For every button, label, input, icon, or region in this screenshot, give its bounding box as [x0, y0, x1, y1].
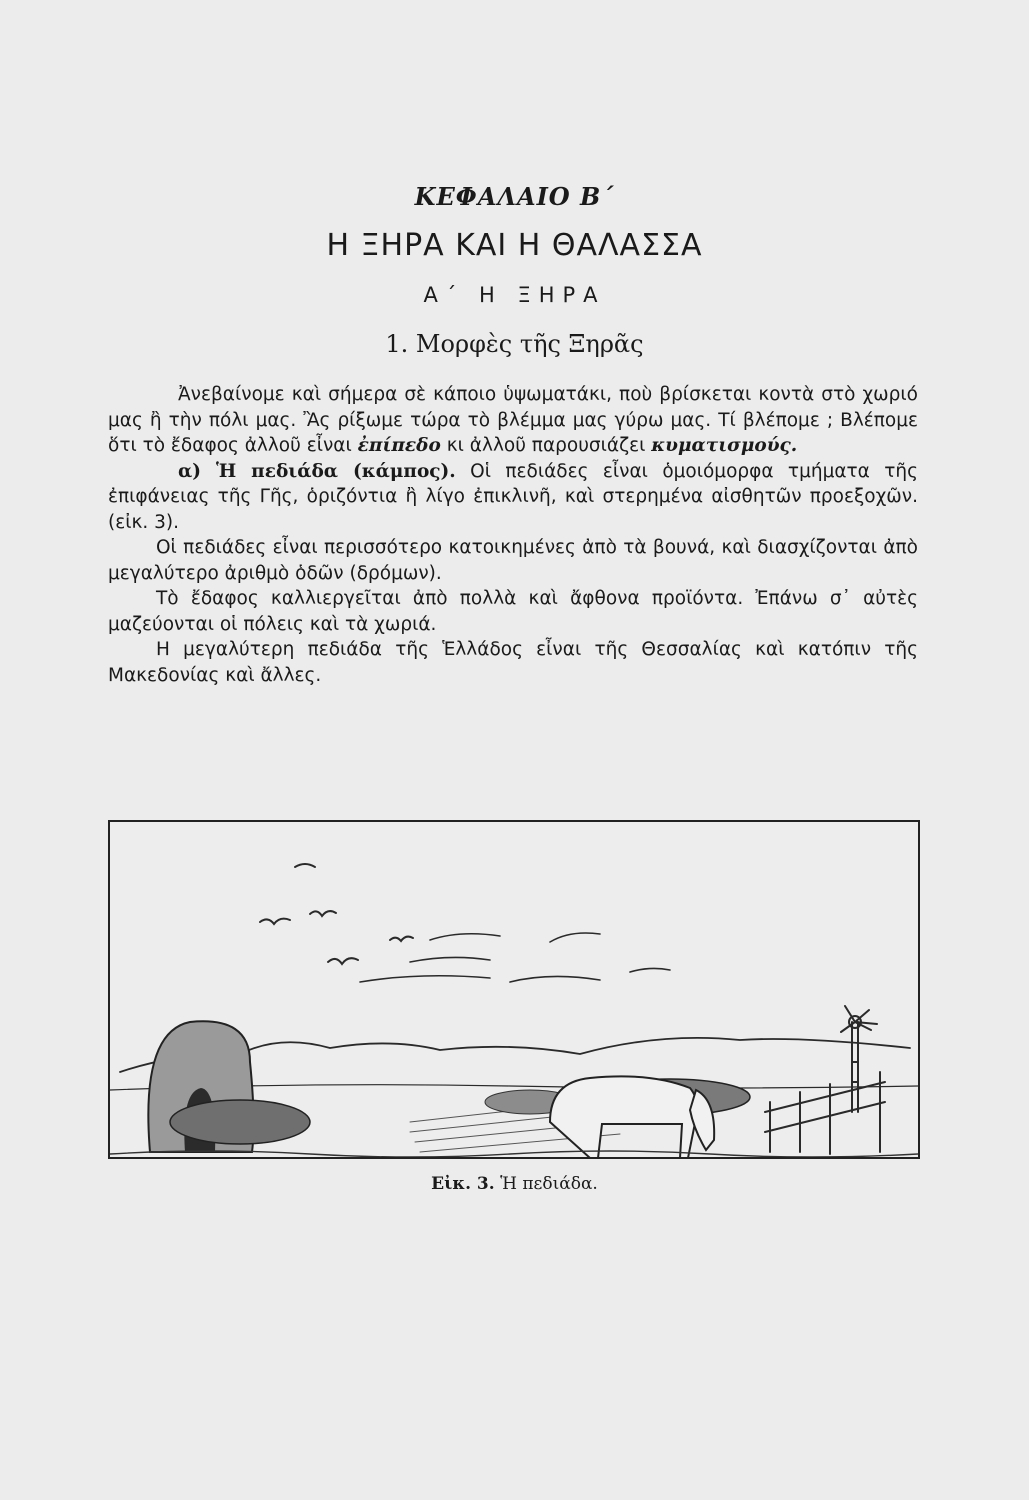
bird-icon: [295, 864, 315, 867]
paragraph-plain-definition: α) Ἡ πεδιάδα (κάμπος). Οἱ πεδιάδες εἶναι ὁμοιόμορφα τμήματα τῆς ἐπιφάνειας τῆς Γῆς, ὁριζόντια ἢ λίγο ἐπικλινῆ, καὶ στερημένα αἰσθητῶν προεξοχῶν. (εἰκ. 3).: [108, 460, 918, 533]
cloud-strokes: [510, 933, 670, 982]
figure-caption: [0, 1174, 1029, 1194]
landscape-drawing: [110, 822, 918, 1157]
horse: [550, 1076, 714, 1157]
term-plain: α) Ἡ πεδιάδα (κάμπος).: [178, 460, 456, 482]
chapter-heading: ΚΕΦΑΛΑΙΟ Β΄: [414, 182, 615, 211]
section-title: Α΄ Η ΞΗΡΑ: [423, 283, 606, 307]
sub-title: 1. Μορφὲς τῆς Ξηρᾶς: [385, 330, 644, 358]
bird-icon: [310, 911, 336, 916]
bush: [170, 1100, 310, 1144]
emphasis-flat: ἐπίπεδο: [357, 435, 441, 456]
cloud-strokes: [360, 934, 500, 982]
paragraph-inhabited: Οἱ πεδιάδες εἶναι περισσότερο κατοικημένες ἀπὸ τὰ βουνά, καὶ διασχίζονται ἀπὸ μεγαλύτερο ἀριθμὸ ὁδῶν (δρόμων).: [108, 537, 918, 584]
emphasis-undulations: κυματισμούς.: [651, 435, 798, 456]
bird-icon: [390, 937, 413, 941]
bird-icon: [328, 958, 358, 964]
fence: [765, 1072, 885, 1154]
plain-illustration: [108, 820, 920, 1159]
main-title: Η ΞΗΡΑ ΚΑΙ Η ΘΑΛΑΣΣΑ: [326, 228, 703, 263]
bird-icon: [260, 919, 290, 924]
windmill-tower: [852, 1022, 858, 1112]
paragraph-intro: Ἀνεβαίνομε καὶ σήμερα σὲ κάποιο ὑψωματάκι, ποὺ βρίσκεται κοντὰ στὸ χωριό μας ἢ τὴν πόλι μας. Ἂς ρίξωμε τώρα τὸ βλέμμα μας γύρω μας. Τί βλέπομε ; Βλέπομε ὅτι τὸ ἔδαφος ἀλλοῦ εἶναι ἐπίπεδο κι ἀλλοῦ παρουσιάζει κυματισμούς.: [108, 384, 918, 456]
paragraph-largest-plains: Η μεγαλύτερη πεδιάδα τῆς Ἑλλάδος εἶναι τῆς Θεσσαλίας καὶ κατόπιν τῆς Μακεδονίας καὶ ἄλλες.: [108, 639, 918, 686]
caption-text: Ἡ πεδιάδα.: [500, 1174, 598, 1194]
caption-label: Εἰκ. 3.: [431, 1174, 495, 1194]
body-text: [108, 382, 918, 688]
paragraph-cultivated: Τὸ ἔδαφος καλλιεργεῖται ἀπὸ πολλὰ καὶ ἄφθονα προϊόντα. Ἐπάνω σ᾿ αὐτὲς μαζεύονται οἱ πόλεις καὶ τὰ χωριά.: [108, 588, 918, 635]
